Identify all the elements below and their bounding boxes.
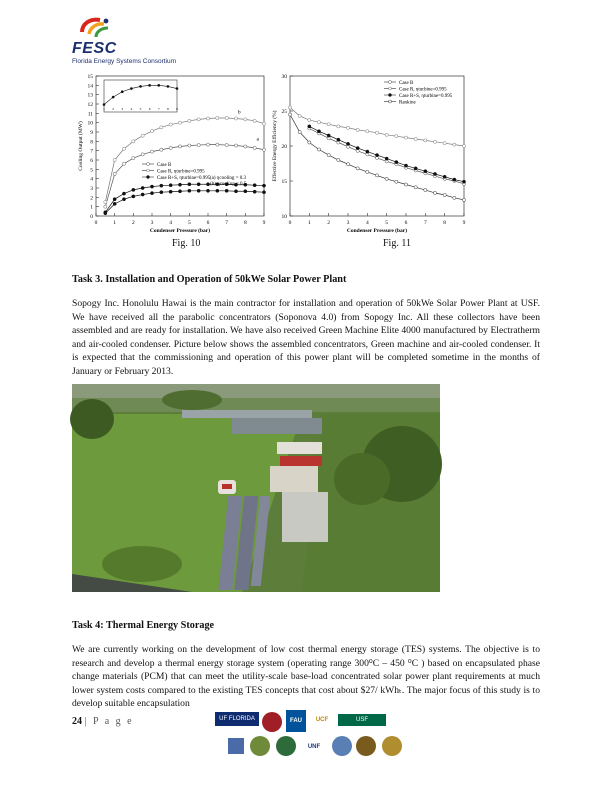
- data-point: [298, 130, 301, 133]
- data-point: [132, 195, 135, 198]
- x-tick-label: 9: [462, 220, 466, 226]
- data-point: [385, 177, 388, 180]
- data-point: [433, 191, 436, 194]
- ucf-logo-text: UCF: [315, 717, 329, 723]
- data-point: [453, 178, 456, 181]
- data-point: [122, 192, 125, 195]
- data-point: [308, 125, 311, 128]
- data-point: [141, 186, 144, 189]
- data-point: [197, 189, 200, 192]
- data-point: [346, 163, 349, 166]
- x-tick-label: 3: [150, 220, 154, 226]
- data-point: [104, 205, 107, 208]
- logo-subtitle: Florida Energy Systems Consortium: [72, 58, 177, 65]
- data-point: [225, 143, 228, 146]
- data-point: [206, 117, 209, 120]
- partner-logo-1: [228, 738, 244, 754]
- legend-label: Case R, ηturbine=0.995: [157, 169, 205, 175]
- x-tick-label: 4: [169, 220, 173, 226]
- y-tick-label: 12: [87, 102, 93, 108]
- series-line: [105, 184, 264, 212]
- x-tick-label: 6: [206, 220, 210, 226]
- partner-seal-6: [356, 736, 376, 756]
- data-point: [404, 164, 407, 167]
- x-tick-label: 0: [94, 220, 98, 226]
- data-point: [395, 135, 398, 138]
- fesc-logo: [70, 16, 210, 65]
- partner-seal-3: [276, 736, 296, 756]
- y-tick-label: 6: [90, 158, 93, 164]
- y-tick-label: 25: [281, 109, 287, 115]
- x-tick-label: 8: [443, 220, 447, 226]
- x-tick-label: 1: [113, 220, 117, 226]
- data-point: [414, 137, 417, 140]
- x-tick-label: 2: [131, 220, 135, 226]
- legend-label: Case R+S, ηturbine=0.995: [399, 93, 453, 99]
- data-point: [288, 106, 291, 109]
- task3-heading: Task 3. Installation and Operation of 50kWe Solar Power Plant: [72, 274, 347, 285]
- y-tick-label: 13: [87, 92, 93, 99]
- y-tick-label: 20: [281, 144, 287, 150]
- x-tick-label: 2: [327, 220, 331, 226]
- data-point: [122, 198, 125, 201]
- x-tick-label: 6: [404, 220, 408, 226]
- y-tick-label: 2: [90, 195, 93, 202]
- data-point: [160, 148, 163, 151]
- y-tick-label: 1: [90, 204, 93, 211]
- data-point: [366, 130, 369, 133]
- y-tick-label: 11: [87, 111, 93, 118]
- legend-marker: [389, 87, 392, 90]
- partner-seal-5: [332, 736, 352, 756]
- inset-x-tick-label: 6: [148, 107, 151, 111]
- solar-plant-photo: [72, 384, 440, 592]
- page-word: | P a g e: [84, 716, 134, 727]
- data-point: [132, 140, 135, 143]
- data-point: [327, 123, 330, 126]
- data-point: [244, 190, 247, 193]
- y-axis-label: Cooling Output (MW): [78, 121, 84, 171]
- data-point: [225, 189, 228, 192]
- fau-logo: [286, 710, 306, 732]
- partner-logo-8: [408, 736, 436, 756]
- data-point: [404, 183, 407, 186]
- data-point: [178, 121, 181, 124]
- data-point: [169, 146, 172, 149]
- data-point: [327, 134, 330, 137]
- data-point: [433, 172, 436, 175]
- data-point: [375, 174, 378, 177]
- data-point: [188, 189, 191, 192]
- data-point: [462, 180, 465, 183]
- inset-x-tick-label: 2: [112, 107, 114, 111]
- fig11-chart: [272, 72, 472, 237]
- data-point: [104, 200, 107, 203]
- legend-marker: [147, 176, 150, 179]
- data-point: [375, 131, 378, 134]
- data-point: [141, 134, 144, 137]
- inset-point: [176, 87, 179, 90]
- data-point: [150, 192, 153, 195]
- data-point: [104, 211, 107, 214]
- data-point: [346, 126, 349, 129]
- data-point: [150, 185, 153, 188]
- data-point: [317, 121, 320, 124]
- data-point: [462, 198, 465, 201]
- data-point: [188, 183, 191, 186]
- data-point: [308, 141, 311, 144]
- data-point: [141, 193, 144, 196]
- y-tick-label: 3: [90, 186, 93, 192]
- data-point: [298, 114, 301, 117]
- data-point: [337, 138, 340, 141]
- uf-logo-text: UF FLORIDA: [219, 716, 255, 722]
- data-point: [443, 142, 446, 145]
- legend-label: Case B: [157, 162, 172, 168]
- data-point: [178, 145, 181, 148]
- x-axis-label: Condenser Pressure (bar): [149, 228, 211, 234]
- data-point: [178, 190, 181, 193]
- data-point: [356, 167, 359, 170]
- ucf-logo: [310, 714, 334, 726]
- x-tick-label: 5: [385, 220, 389, 226]
- x-tick-label: 9: [262, 220, 266, 226]
- data-point: [453, 196, 456, 199]
- fsu-seal-logo: [262, 712, 282, 732]
- data-point: [234, 144, 237, 147]
- inset-x-tick-label: 9: [176, 107, 178, 111]
- inset-point: [130, 87, 133, 90]
- unf-logo-text: UNF: [307, 744, 321, 750]
- y-axis-label: Effective Energy Efficiency (%): [272, 110, 278, 182]
- x-axis-label: Condenser Pressure (bar): [346, 228, 408, 234]
- inset-x-tick-label: 1: [103, 107, 105, 111]
- series-line: [105, 118, 264, 202]
- legend-label: Case R+S, ηturbine=0.995: [157, 175, 211, 181]
- data-point: [346, 142, 349, 145]
- data-point: [113, 198, 116, 201]
- series-line: [105, 191, 264, 213]
- inset-x-tick-label: 5: [139, 107, 142, 111]
- legend-marker: [389, 81, 392, 84]
- legend-marker: [389, 94, 392, 97]
- data-point: [197, 143, 200, 146]
- inset-x-tick-label: 4: [130, 107, 133, 111]
- data-point: [122, 162, 125, 165]
- data-point: [385, 133, 388, 136]
- data-point: [169, 190, 172, 193]
- data-point: [160, 184, 163, 187]
- data-point: [188, 144, 191, 147]
- inset-point: [112, 96, 115, 99]
- legend-label: Case R, ηturbine=0.995: [399, 87, 447, 93]
- partner-seal-7: [382, 736, 402, 756]
- task4-paragraph: We are currently working on the development of low cost thermal energy storage (TES) systems. The objective is to research and develop a thermal energy storage system (operating range 300⁰C – 450 ⁰C ) based on encapsulated phase change materials (PCM) that can meet the utility-scale base-load concentrated solar power plant requirements at much lower system costs compared to the existing TES concepts that cost about $27/ kWhₜ. The major focus of this study is to develop suitable encapsulation: [72, 644, 540, 710]
- legend-marker: [147, 169, 150, 172]
- data-point: [169, 123, 172, 126]
- data-point: [234, 190, 237, 193]
- legend-label: Case B: [399, 80, 414, 86]
- data-point: [337, 158, 340, 161]
- data-point: [206, 143, 209, 146]
- data-point: [414, 186, 417, 189]
- x-tick-label: 4: [365, 220, 369, 226]
- x-tick-label: 0: [288, 220, 292, 226]
- x-tick-label: 7: [225, 220, 229, 226]
- data-point: [113, 158, 116, 161]
- usf-logo-text: USF: [356, 717, 368, 723]
- y-tick-label: 7: [90, 148, 93, 155]
- inset-point: [148, 84, 151, 87]
- data-point: [366, 170, 369, 173]
- logo-name: FESC: [72, 40, 117, 57]
- fig11-caption: Fig. 11: [383, 238, 411, 249]
- data-point: [385, 157, 388, 160]
- x-tick-label: 5: [187, 220, 191, 226]
- y-tick-label: 14: [87, 83, 93, 90]
- data-point: [225, 116, 228, 119]
- data-point: [356, 128, 359, 131]
- task4-heading: Task 4: Thermal Energy Storage: [72, 620, 215, 631]
- x-tick-label: 8: [243, 220, 247, 226]
- inset-point: [157, 84, 160, 87]
- y-tick-label: 10: [281, 214, 287, 220]
- data-point: [395, 161, 398, 164]
- annotation-a: (a) ηcooling = 0.3: [210, 176, 246, 181]
- data-point: [375, 154, 378, 157]
- data-point: [288, 113, 291, 116]
- data-point: [262, 184, 265, 187]
- data-point: [404, 136, 407, 139]
- fig10-caption: Fig. 10: [172, 238, 201, 249]
- data-point: [327, 154, 330, 157]
- data-point: [317, 130, 320, 133]
- page-number-value: 24: [72, 716, 82, 727]
- inset-x-tick-label: 3: [121, 107, 124, 111]
- data-point: [206, 189, 209, 192]
- y-tick-label: 0: [90, 214, 93, 220]
- x-tick-label: 7: [423, 220, 427, 226]
- data-point: [262, 148, 265, 151]
- data-point: [150, 150, 153, 153]
- data-point: [414, 167, 417, 170]
- y-tick-label: 15: [87, 74, 93, 80]
- y-tick-label: 30: [281, 74, 287, 80]
- curve-label-a: a: [256, 136, 259, 143]
- data-point: [262, 122, 265, 125]
- data-point: [122, 147, 125, 150]
- data-point: [197, 118, 200, 121]
- curve-label-b: b: [237, 109, 241, 116]
- inset-x-tick-label: 8: [167, 107, 169, 111]
- data-point: [169, 184, 172, 187]
- legend-label: Rankine: [399, 100, 416, 106]
- data-point: [141, 153, 144, 156]
- data-point: [132, 188, 135, 191]
- data-point: [244, 145, 247, 148]
- x-tick-label: 3: [346, 220, 350, 226]
- inset-point: [103, 103, 106, 106]
- data-point: [160, 191, 163, 194]
- data-point: [453, 143, 456, 146]
- unf-logo: [302, 738, 326, 756]
- usf-logo: [338, 714, 386, 726]
- inset-point: [121, 90, 124, 93]
- data-point: [253, 146, 256, 149]
- data-point: [244, 118, 247, 121]
- legend-marker: [147, 163, 150, 166]
- data-point: [216, 143, 219, 146]
- page-number: [72, 716, 134, 727]
- data-point: [160, 126, 163, 129]
- data-point: [113, 202, 116, 205]
- data-point: [197, 183, 200, 186]
- y-tick-label: 5: [90, 167, 93, 174]
- annotation-b: (b) ηcooling = 0.5: [210, 182, 247, 187]
- data-point: [150, 129, 153, 132]
- inset-point: [139, 85, 142, 88]
- y-tick-label: 10: [87, 120, 93, 127]
- data-point: [366, 150, 369, 153]
- data-point: [443, 175, 446, 178]
- data-point: [424, 139, 427, 142]
- data-point: [356, 147, 359, 150]
- series-line: [290, 108, 464, 147]
- x-tick-label: 1: [307, 220, 311, 226]
- legend-marker: [389, 100, 392, 103]
- data-point: [216, 189, 219, 192]
- data-point: [234, 117, 237, 120]
- data-point: [317, 148, 320, 151]
- inset-plot: [103, 80, 179, 112]
- inset-point: [167, 85, 170, 88]
- fau-logo-text: FAU: [290, 718, 302, 724]
- data-point: [433, 140, 436, 143]
- data-point: [253, 119, 256, 122]
- data-point: [188, 119, 191, 122]
- data-point: [132, 157, 135, 160]
- partner-seal-2: [250, 736, 270, 756]
- data-point: [253, 190, 256, 193]
- data-point: [443, 193, 446, 196]
- task3-paragraph: Sopogy Inc. Honolulu Hawai is the main contractor for installation and operation of 50kWe Solar Power Plant at USF. We have received all the parabolic concentrators (Soponova 4.0) from Sopogy Inc. All these collectors have been assembled and are ready for installation. We have also received Green Machine Elite 4000 manufactured by Electratherm and air-cooled condenser. Picture below shows the assembled concentrators, Green machine and air-cooled condenser. It is expected that the commissioning and operation of this power plant will be completed sometime in the months of January or February 2013.: [72, 298, 540, 377]
- inset-x-tick-label: 7: [157, 107, 160, 111]
- data-point: [253, 184, 256, 187]
- data-point: [308, 119, 311, 122]
- y-tick-label: 15: [281, 179, 287, 185]
- data-point: [424, 189, 427, 192]
- data-point: [216, 116, 219, 119]
- y-tick-label: 4: [90, 176, 93, 183]
- data-point: [113, 172, 116, 175]
- data-point: [424, 170, 427, 173]
- uf-logo: [215, 712, 259, 726]
- fig10-chart: [78, 72, 272, 237]
- y-tick-label: 9: [90, 130, 93, 136]
- data-point: [178, 183, 181, 186]
- data-point: [262, 191, 265, 194]
- y-tick-label: 8: [90, 139, 93, 146]
- data-point: [337, 125, 340, 128]
- data-point: [462, 144, 465, 147]
- data-point: [395, 180, 398, 183]
